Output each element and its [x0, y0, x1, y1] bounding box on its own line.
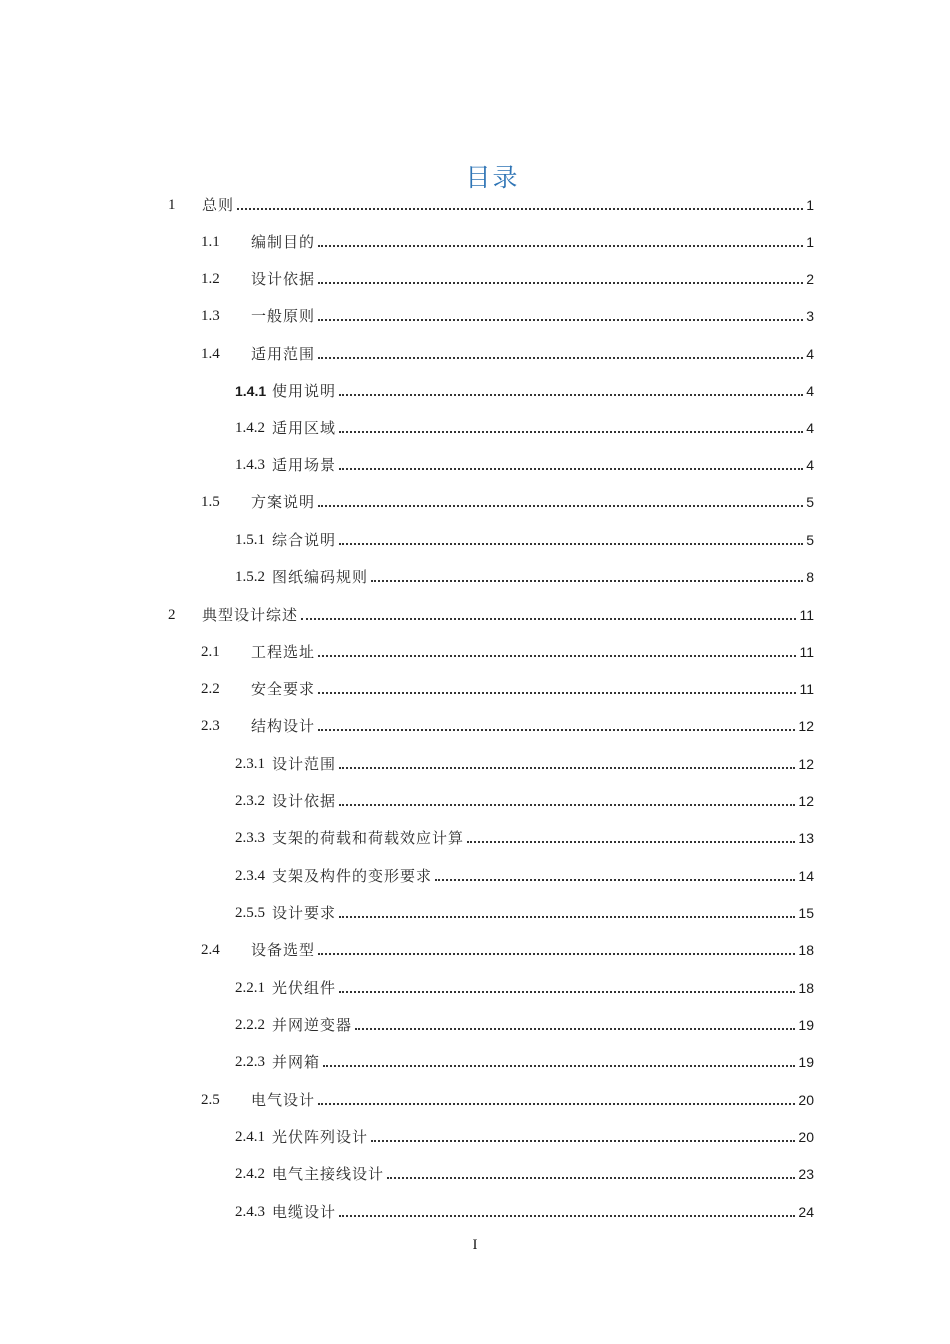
toc-entry-line — [251, 490, 814, 514]
toc-entry-number: 1.1 — [201, 234, 220, 250]
toc-entry-1-5-2[interactable] — [0, 565, 950, 589]
toc-entry-line — [272, 1162, 814, 1186]
toc-entry-page: 8 — [806, 569, 814, 585]
dot-leader — [371, 1139, 795, 1142]
toc-entry-page: 12 — [798, 756, 814, 772]
toc-entry-page: 11 — [799, 644, 814, 660]
toc-entry-label: 适用场景 — [272, 456, 337, 474]
toc-entry-number: 1.4.3 — [235, 457, 265, 473]
toc-entry-page: 24 — [798, 1204, 814, 1220]
toc-entry-2-4-2[interactable] — [0, 1162, 950, 1186]
dot-leader — [339, 393, 803, 396]
toc-entry-number: 2 — [168, 607, 176, 623]
toc-entry-number: 2.4.1 — [235, 1129, 265, 1145]
dot-leader — [318, 281, 803, 284]
dot-leader — [435, 878, 795, 881]
toc-entry-1-4-2[interactable] — [0, 416, 950, 440]
toc-entry-1-5[interactable] — [0, 490, 950, 514]
toc-entry-page: 19 — [798, 1017, 814, 1033]
toc-entry-page: 1 — [806, 197, 814, 213]
toc-entry-number: 1.3 — [201, 308, 220, 324]
toc-entry-label: 支架的荷载和荷载效应计算 — [272, 829, 465, 847]
dot-leader — [339, 915, 795, 918]
dot-leader — [318, 356, 803, 359]
dot-leader — [318, 1102, 795, 1105]
toc-entry-number: 2.5 — [201, 1092, 220, 1108]
toc-title: 目录 — [465, 162, 520, 192]
toc-entry-page: 4 — [806, 420, 814, 436]
dot-leader — [323, 1064, 795, 1067]
toc-entry-number: 2.3 — [201, 718, 220, 734]
dot-leader — [318, 691, 796, 694]
toc-entry-label: 安全要求 — [251, 680, 316, 698]
toc-entry-label: 电缆设计 — [272, 1203, 337, 1221]
toc-entry-line — [251, 230, 814, 254]
toc-entry-number: 2.2 — [201, 681, 220, 697]
toc-entry-2-3[interactable] — [0, 714, 950, 738]
dot-leader — [237, 207, 803, 210]
toc-entry-page: 11 — [799, 607, 814, 623]
dot-leader — [339, 542, 803, 545]
toc-entry-line — [272, 379, 814, 403]
toc-entry-label: 设计依据 — [251, 270, 316, 288]
toc-entry-page: 4 — [806, 457, 814, 473]
toc-entry-1-1[interactable] — [0, 230, 950, 254]
toc-entry-page: 18 — [798, 980, 814, 996]
toc-entry-line — [272, 752, 814, 776]
toc-entry-label: 并网箱 — [272, 1053, 321, 1071]
toc-entry-label: 设计依据 — [272, 792, 337, 810]
toc-entry-line — [272, 901, 814, 925]
toc-entry-2-5[interactable] — [0, 1088, 950, 1112]
toc-entry-line — [272, 1050, 814, 1074]
dot-leader — [318, 318, 803, 321]
toc-entry-line — [272, 864, 814, 888]
dot-leader — [355, 1027, 795, 1030]
toc-entry-number: 2.4.2 — [235, 1166, 265, 1182]
toc-entry-number: 2.4.3 — [235, 1204, 265, 1220]
toc-entry-page: 19 — [798, 1054, 814, 1070]
toc-entry-label: 结构设计 — [251, 717, 316, 735]
toc-entry-line — [251, 342, 814, 366]
toc-entry-page: 5 — [806, 532, 814, 548]
page-number-footer: I — [472, 1237, 478, 1253]
toc-entry-number: 2.5.5 — [235, 905, 265, 921]
toc-entry-line — [251, 677, 814, 701]
toc-entry-1-4-1[interactable] — [0, 379, 950, 403]
toc-entry-page: 11 — [799, 681, 814, 697]
toc-entry-number: 1.5.1 — [235, 532, 265, 548]
toc-entry-line — [272, 1200, 814, 1224]
toc-entry-number: 2.3.3 — [235, 830, 265, 846]
toc-entry-number: 1.2 — [201, 271, 220, 287]
dot-leader — [318, 728, 795, 731]
dot-leader — [339, 803, 795, 806]
dot-leader — [387, 1176, 795, 1179]
toc-entry-2-2-2[interactable] — [0, 1013, 950, 1037]
toc-entry-line — [251, 304, 814, 328]
toc-entry-line — [251, 714, 814, 738]
dot-leader — [318, 244, 803, 247]
toc-entry-label: 总则 — [202, 196, 235, 214]
toc-entry-line — [202, 603, 814, 627]
toc-entry-page: 4 — [806, 383, 814, 399]
toc-entry-label: 设计要求 — [272, 904, 337, 922]
toc-entry-line — [272, 1125, 814, 1149]
toc-entry-line — [272, 565, 814, 589]
toc-entry-label: 适用范围 — [251, 345, 316, 363]
toc-entry-label: 编制目的 — [251, 233, 316, 251]
toc-entry-1-2[interactable] — [0, 267, 950, 291]
toc-entry-line — [272, 416, 814, 440]
dot-leader — [301, 617, 796, 620]
toc-entry-page: 13 — [798, 830, 814, 846]
toc-entry-label: 图纸编码规则 — [272, 568, 369, 586]
toc-entry-label: 适用区域 — [272, 419, 337, 437]
toc-entry-number: 1.4.1 — [235, 383, 267, 399]
toc-entry-2-1[interactable] — [0, 640, 950, 664]
toc-entry-label: 工程选址 — [251, 643, 316, 661]
toc-entry-label: 设计范围 — [272, 755, 337, 773]
toc-entry-page: 12 — [798, 718, 814, 734]
toc-entry-label: 光伏阵列设计 — [272, 1128, 369, 1146]
toc-entry-number: 1.4 — [201, 346, 220, 362]
toc-entry-number: 1 — [168, 197, 176, 213]
toc-entry-1-3[interactable] — [0, 304, 950, 328]
toc-entry-2-3-2[interactable] — [0, 789, 950, 813]
dot-leader — [318, 654, 796, 657]
toc-entry-label: 电气设计 — [251, 1091, 316, 1109]
dot-leader — [339, 467, 803, 470]
toc-entry-line — [272, 976, 814, 1000]
toc-entry-1-4[interactable] — [0, 342, 950, 366]
toc-entry-2-3-3[interactable] — [0, 826, 950, 850]
toc-entry-line — [251, 1088, 814, 1112]
toc-entry-line — [251, 640, 814, 664]
toc-entry-page: 5 — [806, 494, 814, 510]
toc-entry-number: 2.2.1 — [235, 980, 265, 996]
dot-leader — [371, 579, 803, 582]
toc-entry-line — [251, 267, 814, 291]
toc-entry-page: 14 — [798, 868, 814, 884]
toc-entry-2-5-5[interactable] — [0, 901, 950, 925]
toc-entry-2-4[interactable] — [0, 938, 950, 962]
toc-entry-2-2-1[interactable] — [0, 976, 950, 1000]
dot-leader — [318, 952, 795, 955]
toc-entry-2-2-3[interactable] — [0, 1050, 950, 1074]
toc-entry-number: 2.2.2 — [235, 1017, 265, 1033]
dot-leader — [339, 990, 795, 993]
dot-leader — [339, 766, 795, 769]
toc-entry-page: 4 — [806, 346, 814, 362]
toc-entry-label: 典型设计综述 — [202, 606, 299, 624]
toc-entry-number: 1.5.2 — [235, 569, 265, 585]
toc-entry-label: 光伏组件 — [272, 979, 337, 997]
toc-entry-label: 电气主接线设计 — [272, 1165, 385, 1183]
toc-entry-2-2[interactable] — [0, 677, 950, 701]
toc-entry-1-4-3[interactable] — [0, 453, 950, 477]
toc-entry-page: 18 — [798, 942, 814, 958]
toc-entry-number: 1.4.2 — [235, 420, 265, 436]
toc-entry-label: 使用说明 — [272, 382, 337, 400]
toc-entry-line — [272, 789, 814, 813]
toc-entry-1-5-1[interactable] — [0, 528, 950, 552]
toc-entry-line — [272, 1013, 814, 1037]
dot-leader — [318, 504, 803, 507]
toc-entry-2-3-4[interactable] — [0, 864, 950, 888]
toc-entry-line — [202, 193, 814, 217]
toc-entry-label: 设备选型 — [251, 941, 316, 959]
dot-leader — [339, 1214, 795, 1217]
dot-leader — [467, 840, 795, 843]
toc-entry-line — [272, 453, 814, 477]
toc-entry-2-3-1[interactable] — [0, 752, 950, 776]
toc-entry-2[interactable] — [0, 603, 950, 627]
toc-entry-page: 3 — [806, 308, 814, 324]
toc-entry-page: 1 — [806, 234, 814, 250]
toc-entry-1[interactable] — [0, 193, 950, 217]
toc-entry-number: 2.1 — [201, 644, 220, 660]
toc-entry-label: 综合说明 — [272, 531, 337, 549]
toc-entry-line — [272, 826, 814, 850]
toc-entry-page: 15 — [798, 905, 814, 921]
toc-entry-number: 1.5 — [201, 494, 220, 510]
toc-entry-page: 23 — [798, 1166, 814, 1182]
toc-entry-page: 20 — [798, 1129, 814, 1145]
toc-entry-number: 2.3.4 — [235, 868, 265, 884]
toc-entry-label: 方案说明 — [251, 493, 316, 511]
toc-entry-label: 一般原则 — [251, 307, 316, 325]
toc-entry-number: 2.2.3 — [235, 1054, 265, 1070]
dot-leader — [339, 430, 803, 433]
toc-entry-number: 2.3.1 — [235, 756, 265, 772]
toc-entry-page: 2 — [806, 271, 814, 287]
toc-entry-2-4-1[interactable] — [0, 1125, 950, 1149]
toc-entry-page: 12 — [798, 793, 814, 809]
toc-entry-2-4-3[interactable] — [0, 1200, 950, 1224]
toc-entry-line — [251, 938, 814, 962]
toc-entry-label: 支架及构件的变形要求 — [272, 867, 433, 885]
toc-entry-page: 20 — [798, 1092, 814, 1108]
toc-entry-line — [272, 528, 814, 552]
toc-entry-label: 并网逆变器 — [272, 1016, 353, 1034]
toc-entry-number: 2.3.2 — [235, 793, 265, 809]
toc-entry-number: 2.4 — [201, 942, 220, 958]
